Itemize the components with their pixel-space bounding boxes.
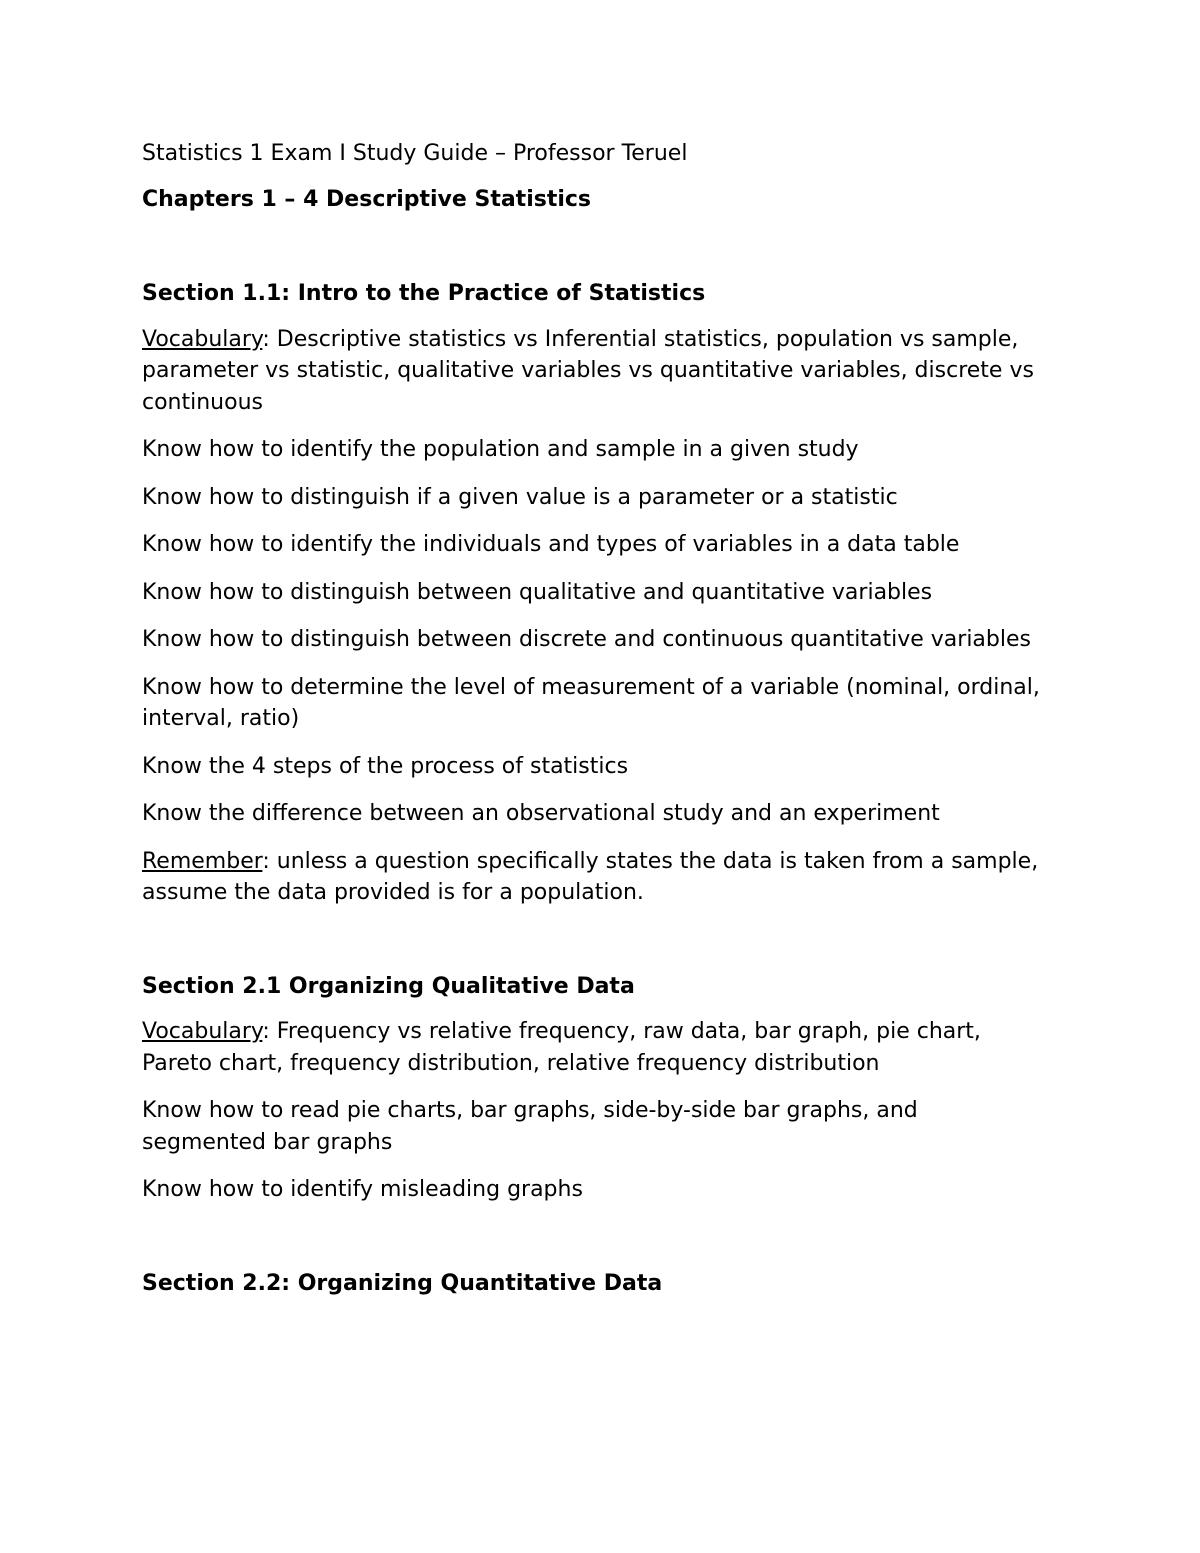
document-title: Statistics 1 Exam I Study Guide – Professor Teruel: [142, 141, 688, 166]
study-item: Know how to distinguish between qualitative and quantitative variables: [142, 579, 933, 605]
vocabulary-label: Vocabulary: [142, 1019, 263, 1044]
vocabulary-text: : Descriptive statistics vs Inferential statistics, population vs sample, parameter vs statistic, qualitative variables vs quantitative variables, discrete vs continuous: [142, 326, 1034, 415]
study-item: Know how to distinguish between discrete and continuous quantitative variables: [142, 627, 1031, 652]
vocabulary-paragraph: [142, 324, 1042, 419]
study-item: Know how to identify the population and sample in a given study: [142, 437, 859, 462]
section-heading-2-2: Section 2.2: Organizing Quantitative Data: [142, 1270, 663, 1296]
remember-label: Remember: [142, 848, 263, 874]
study-item: Know the 4 steps of the process of statistics: [142, 753, 629, 779]
chapter-heading: Chapters 1 – 4 Descriptive Statistics: [142, 186, 592, 212]
vocabulary-paragraph: [142, 1016, 1042, 1079]
study-item: Know how to distinguish if a given value is a parameter or a statistic: [142, 484, 898, 510]
vocabulary-text: : Frequency vs relative frequency, raw data, bar graph, pie chart, Pareto chart, frequency distribution, relative frequency distribution: [142, 1019, 981, 1076]
section-heading-1-1: Section 1.1: Intro to the Practice of Statistics: [142, 281, 706, 306]
study-item: Know the difference between an observational study and an experiment: [142, 801, 940, 826]
study-item: Know how to identify misleading graphs: [142, 1177, 583, 1202]
document-page: [142, 138, 1042, 1313]
study-item: Know how to identify the individuals and types of variables in a data table: [142, 532, 960, 557]
study-item: Know how to determine the level of measurement of a variable (nominal, ordinal, interval, ratio): [142, 674, 1040, 731]
study-item: Know how to read pie charts, bar graphs, side-by-side bar graphs, and segmented bar graphs: [142, 1098, 918, 1155]
remember-paragraph: [142, 846, 1042, 909]
section-heading-2-1: Section 2.1 Organizing Qualitative Data: [142, 973, 635, 999]
remember-text: : unless a question specifically states the data is taken from a sample, assume the data provided is for a population.: [142, 848, 1039, 905]
vocabulary-label: Vocabulary: [142, 326, 263, 352]
